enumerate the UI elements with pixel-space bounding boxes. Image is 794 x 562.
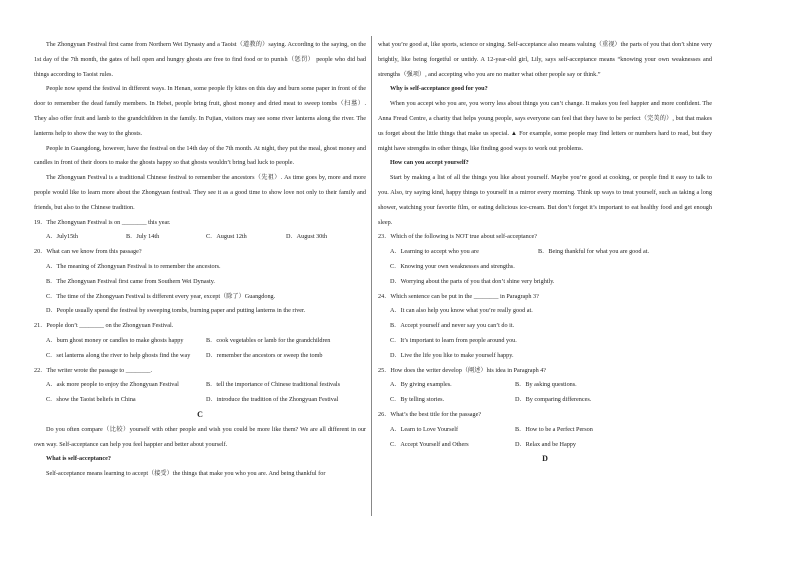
option: D．People usually spend the festival by sweeping tombs, burning paper and putting lanterns in the river. [46, 307, 306, 315]
paragraph: When you accept who you are, you worry less about things you can’t change. It makes you feel happier and more confident. The Anna Freud Centre, a charity that helps young people, says everyone can feel that they have to be perfect（完美的）, but that makes us forget about the little things that make us special. ▲ For example, some people may find letters or numbers hard to read, but they might have strengths in other things, like finding good ways to work out problems. [378, 100, 712, 152]
section-heading: How can you accept yourself? [390, 159, 469, 167]
question-25: 25．How does the writer develop（阐述）his idea in Paragraph 4? [378, 366, 547, 374]
option: B．How to be a Perfect Person [515, 425, 593, 433]
question-23: 23．Which of the following is NOT true about self-acceptance? [378, 233, 537, 241]
option: B．July 14th [126, 233, 160, 241]
left-column [34, 38, 366, 482]
q26-options-1 [378, 423, 712, 438]
paragraph: what you’re good at, like sports, science or singing. Self-acceptance also means valuing（重视）the parts of you that don’t shine very brightly, like being forgetful or untidy. A 12-year-old girl, Lily, says self-acceptance means “knowing your own weaknesses and strengths（强项）, and accepting who you are no matter what other people say or think.” [378, 41, 712, 78]
paragraph: People in Guangdong, however, have the festival on the 14th day of the 7th month. At night, they put the meal, ghost money and candles in front of their doors to make the ghosts happy so that ghosts wouldn’t bring bad luck to people. [34, 144, 366, 167]
option: C．By telling stories. [390, 396, 445, 404]
option: C．Accept Yourself and Others [390, 440, 469, 448]
option: A．It can also help you know what you’re really good at. [390, 307, 533, 315]
paragraph: The Zhongyuan Festival is a traditional Chinese festival to remember the ancestors（先祖）. As time goes by, more and more people would like to learn more about the Zhongyuan festival. They see it as a good time to show love not only to their family and friends, but also to the Chinese tradition. [34, 174, 366, 211]
q25-options-1 [378, 378, 712, 393]
paragraph: Self-acceptance means learning to accept（接受）the things that make you who you are. And being thankful for [46, 470, 326, 478]
question-19: 19．The Zhongyuan Festival is on ________ this year. [34, 218, 171, 226]
option: C．The time of the Zhongyuan Festival is different every year, except（除了）Guangdong. [46, 292, 276, 300]
section-heading: What is self-acceptance? [46, 455, 111, 463]
option: D．Relax and be Happy [515, 440, 576, 448]
section-label-d: D [542, 454, 548, 464]
q26-options-2 [378, 438, 712, 453]
q22-options-2 [34, 393, 366, 408]
question-26: 26．What’s the best title for the passage? [378, 410, 482, 418]
section-heading: Why is self-acceptance good for you? [390, 85, 488, 93]
option: A．Learning to accept who you are [390, 248, 479, 256]
option: D．By comparing differences. [515, 396, 592, 404]
paragraph: Do you often compare（比较）yourself with other people and wish you could be more like them? We are all different in our own way. Self-acceptance can help you feel happier and better about yourself. [34, 425, 366, 448]
option: C．show the Taoist beliefs in China [46, 396, 136, 404]
option: D．introduce the tradition of the Zhongyuan Festival [206, 396, 339, 404]
option: B．cook vegetables or lamb for the grandchildren [206, 336, 331, 344]
paragraph: People now spend the festival in different ways. In Henan, some people fly kites on this day and burn some paper in front of the door to remember the dead family members. In Hebei, people bring fruit, ghost money and dried meat to sweep tombs（扫墓）. They also offer fruit and lamb to the grandchildren in the family. In Fujian, visitors may see some river lanterns along the river. The lanterns help to show the way to the ghosts. [34, 85, 366, 137]
q22-options-1 [34, 378, 366, 393]
question-21: 21．People don’t ________ on the Zhongyuan Festival. [34, 322, 174, 330]
option: C．Knowing your own weaknesses and strengths. [390, 262, 515, 270]
paragraph: Start by making a list of all the things you like about yourself. Maybe you’re good at cooking, or people find it easy to talk to you. Also, try saying kind, happy things to yourself in a mirror every morning. Think up ways to treat yourself, such as taking a long shower, watching your favorite film, or eating delicious ice-cream. But don’t forget it’s important to eat healthy food and get enough sleep. [378, 174, 712, 226]
question-24: 24．Which sentence can be put in the ________ in Paragraph 3? [378, 292, 539, 300]
question-20: 20．What can we know from this passage? [34, 248, 142, 256]
option: A．July15th [46, 233, 78, 241]
column-divider [371, 36, 372, 516]
option: D．Worrying about the parts of you that don’t shine very brightly. [390, 277, 555, 285]
section-label-c: C [197, 409, 203, 419]
q23-options-1 [378, 245, 712, 260]
option: B．Accept yourself and never say you can’t do it. [390, 322, 515, 330]
option: B．Being thankful for what you are good at. [538, 248, 650, 256]
option: B．tell the importance of Chinese traditional festivals [206, 381, 341, 389]
option: B．The Zhongyuan Festival first came from Southern Wei Dynasty. [46, 277, 215, 285]
option: C．It’s important to learn from people around you. [390, 336, 517, 344]
q19-options [34, 230, 366, 245]
q25-options-2 [378, 393, 712, 408]
question-22: 22．The writer wrote the passage to ________. [34, 366, 153, 374]
option: B．By asking questions. [515, 381, 577, 389]
option: A．burn ghost money or candles to make ghosts happy [46, 336, 184, 344]
paragraph: The Zhongyuan Festival first came from Northern Wei Dynasty and a Taoist（道教的）saying. According to the saying, on the 1st day of the 7th month, the gates of hell open and hungry ghosts are free to find food or to punish（惩罚） people who did bad things according to Taoist rules. [34, 41, 366, 78]
option: D．August 30th [286, 233, 328, 241]
option: D．Live the life you like to make yourself happy. [390, 351, 514, 359]
option: D．remember the ancestors or sweep the tomb [206, 351, 323, 359]
option: A．The meaning of Zhongyuan Festival is to remember the ancestors. [46, 262, 221, 270]
option: A．ask more people to enjoy the Zhongyuan Festival [46, 381, 179, 389]
option: A．By giving examples. [390, 381, 452, 389]
option: A．Learn to Love Yourself [390, 425, 459, 433]
right-column [378, 38, 712, 467]
option: C．set lanterns along the river to help ghosts find the way [46, 351, 191, 359]
q21-options-1 [34, 334, 366, 349]
q21-options-2 [34, 349, 366, 364]
option: C．August 12th [206, 233, 247, 241]
